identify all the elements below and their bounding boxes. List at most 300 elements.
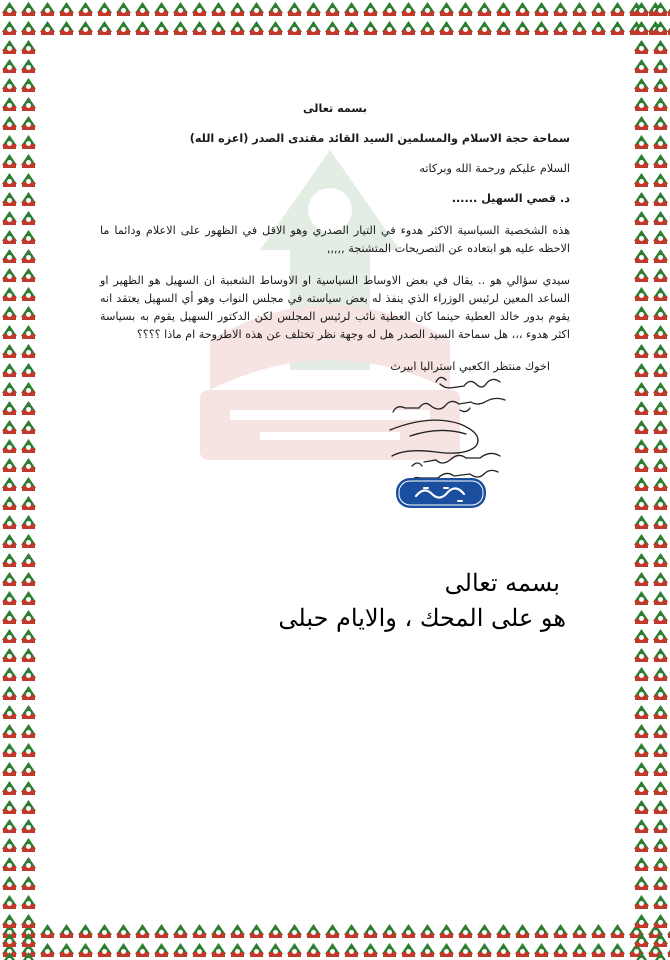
border-tile [21,154,36,168]
border-tile [21,781,36,795]
letter-basmala: بسمه تعالى [302,102,367,115]
border-tile [653,59,668,73]
border-tile [78,943,93,957]
border-tile [591,21,606,35]
border-tile [634,648,649,662]
border-tile [634,116,649,130]
border-tile [21,40,36,54]
border-tile [2,78,17,92]
border-tile [401,943,416,957]
border-tile [634,230,649,244]
border-tile [634,306,649,320]
border-tile [653,838,668,852]
border-tile [2,515,17,529]
border-tile [653,192,668,206]
border-tile [97,943,112,957]
border-tile [135,21,150,35]
border-tile [634,78,649,92]
border-tile [135,943,150,957]
border-tile [653,743,668,757]
border-tile [634,382,649,396]
border-tile [21,743,36,757]
border-tile [268,2,283,16]
decorative-border-bottom [0,922,670,960]
border-tile [653,21,668,35]
border-tile [634,838,649,852]
border-tile [653,496,668,510]
border-tile [2,325,17,339]
border-tile [634,629,649,643]
border-tile [2,135,17,149]
border-tile [21,344,36,358]
reply-line-2: هو على المحك ، والايام حبلى [278,604,566,632]
border-tile [97,924,112,938]
border-tile [2,59,17,73]
border-tile [634,363,649,377]
typed-letter [100,100,570,376]
border-tile [2,876,17,890]
border-tile [634,952,649,960]
border-tile [2,819,17,833]
border-tile [249,2,264,16]
border-tile [116,2,131,16]
border-tile [653,154,668,168]
border-tile [2,572,17,586]
letter-signoff: اخوك منتظر الكعبي استراليا ابيرث [390,360,550,373]
border-tile [2,762,17,776]
border-tile [515,924,530,938]
border-tile [477,21,492,35]
border-tile [653,382,668,396]
border-tile [2,952,17,960]
border-tile [634,268,649,282]
border-tile [634,325,649,339]
border-tile [634,553,649,567]
border-tile [634,572,649,586]
border-tile [344,2,359,16]
border-tile [653,477,668,491]
border-tile [477,2,492,16]
border-tile [21,952,36,960]
border-tile [515,943,530,957]
border-tile [230,943,245,957]
border-tile [21,306,36,320]
border-tile [634,857,649,871]
border-tile [2,857,17,871]
border-tile [21,933,36,947]
border-tile [534,21,549,35]
border-tile [268,21,283,35]
border-tile [634,401,649,415]
reply-line-1: بسمه تعالى [444,569,560,597]
border-tile [439,2,454,16]
border-tile [653,724,668,738]
border-tile [553,943,568,957]
border-tile [2,629,17,643]
border-tile [2,895,17,909]
border-tile [496,2,511,16]
border-tile [287,2,302,16]
border-tile [610,924,625,938]
border-tile [21,667,36,681]
border-tile [420,943,435,957]
border-tile [653,439,668,453]
border-tile [634,192,649,206]
border-tile [306,924,321,938]
border-tile [2,154,17,168]
border-tile [2,838,17,852]
border-tile [2,496,17,510]
border-tile [458,943,473,957]
border-tile [21,838,36,852]
border-tile [21,800,36,814]
border-tile [634,534,649,548]
border-tile [230,21,245,35]
border-tile [534,943,549,957]
border-tile [634,781,649,795]
border-tile [634,610,649,624]
border-tile [420,21,435,35]
border-tile [610,21,625,35]
border-tile [325,21,340,35]
border-tile [2,382,17,396]
border-tile [2,268,17,282]
border-tile [21,515,36,529]
border-tile [363,21,378,35]
decorative-border-right [632,0,670,960]
border-tile [553,924,568,938]
border-tile [653,591,668,605]
border-tile [496,924,511,938]
border-tile [634,914,649,928]
border-tile [230,2,245,16]
border-tile [534,924,549,938]
border-tile [325,2,340,16]
border-tile [653,648,668,662]
border-tile [634,154,649,168]
border-tile [21,401,36,415]
border-tile [97,2,112,16]
border-tile [363,2,378,16]
border-tile [21,857,36,871]
border-tile [211,21,226,35]
border-tile [534,2,549,16]
border-tile [653,268,668,282]
border-tile [21,230,36,244]
border-tile [21,534,36,548]
border-tile [2,2,17,16]
border-tile [363,943,378,957]
border-tile [634,705,649,719]
border-tile [135,924,150,938]
border-tile [230,924,245,938]
border-tile [325,943,340,957]
border-tile [653,762,668,776]
border-tile [344,924,359,938]
border-tile [653,781,668,795]
border-tile [653,78,668,92]
border-tile [173,2,188,16]
border-tile [287,924,302,938]
border-tile [572,924,587,938]
border-tile [653,401,668,415]
border-tile [439,924,454,938]
border-tile [653,572,668,586]
border-tile [287,943,302,957]
border-tile [458,2,473,16]
border-tile [116,924,131,938]
border-tile [21,325,36,339]
border-tile [21,496,36,510]
border-tile [634,97,649,111]
border-tile [653,135,668,149]
border-tile [2,230,17,244]
border-tile [634,667,649,681]
border-tile [2,420,17,434]
border-tile [211,924,226,938]
border-tile [2,287,17,301]
border-tile [591,2,606,16]
border-tile [653,249,668,263]
border-tile [634,420,649,434]
border-tile [653,914,668,928]
border-tile [135,2,150,16]
border-tile [21,211,36,225]
border-tile [2,553,17,567]
border-tile [653,895,668,909]
border-tile [610,2,625,16]
border-tile [591,924,606,938]
border-tile [653,952,668,960]
border-tile [59,2,74,16]
border-tile [653,2,668,16]
border-tile [249,924,264,938]
decorative-border-left [0,0,38,960]
border-tile [634,344,649,358]
border-tile [21,591,36,605]
border-tile [634,496,649,510]
border-tile [287,21,302,35]
border-tile [2,21,17,35]
border-tile [154,21,169,35]
border-tile [634,724,649,738]
border-tile [458,924,473,938]
border-tile [78,924,93,938]
border-tile [21,572,36,586]
border-tile [21,78,36,92]
border-tile [2,591,17,605]
border-tile [634,173,649,187]
border-tile [458,21,473,35]
border-tile [21,420,36,434]
border-tile [634,591,649,605]
border-tile [21,553,36,567]
border-tile [21,705,36,719]
border-tile [78,21,93,35]
letter-paragraph-2: سيدي سؤالي هو .. يقال في بعض الاوساط السياسية او الاوساط الشعبية ان السهيل هو الظهير او الساعد المعين لرئيس الوزراء الذي ينفذ له بعض سياسته في مجلس النواب وهو أي السهيل يعتقد انه يقوم بدور خالد العطية حينما كان العطية نائب لرئيس المجلس لكن الدكتور السهيل يقوم به بسياسة اكثر هدوء ،،، هل سماحة السيد الصدر هل له وجهة نظر تختلف عن هذه الاطروحة ام ماذا ؟؟؟؟ [100,274,570,341]
border-tile [211,943,226,957]
border-tile [154,2,169,16]
border-tile [634,59,649,73]
border-tile [496,21,511,35]
border-tile [634,895,649,909]
border-tile [653,40,668,54]
border-tile [653,876,668,890]
border-tile [21,458,36,472]
border-tile [634,762,649,776]
border-tile [653,287,668,301]
border-tile [382,2,397,16]
border-tile [439,21,454,35]
border-tile [653,933,668,947]
border-tile [21,819,36,833]
border-tile [116,21,131,35]
border-tile [78,2,93,16]
border-tile [2,192,17,206]
border-tile [420,2,435,16]
border-tile [2,914,17,928]
border-tile [363,924,378,938]
border-tile [653,363,668,377]
border-tile [401,924,416,938]
border-tile [515,21,530,35]
border-tile [59,924,74,938]
border-tile [2,667,17,681]
border-tile [2,648,17,662]
border-tile [21,439,36,453]
border-tile [249,943,264,957]
border-tile [21,363,36,377]
border-tile [653,705,668,719]
border-tile [21,268,36,282]
border-tile [496,943,511,957]
border-tile [2,401,17,415]
border-tile [21,724,36,738]
border-tile [173,21,188,35]
border-tile [2,344,17,358]
border-tile [477,924,492,938]
border-tile [306,2,321,16]
border-tile [192,2,207,16]
border-tile [653,173,668,187]
border-tile [2,458,17,472]
border-tile [192,943,207,957]
border-tile [59,943,74,957]
border-tile [2,40,17,54]
border-tile [192,924,207,938]
border-tile [572,21,587,35]
border-tile [211,2,226,16]
border-tile [634,800,649,814]
border-tile [653,97,668,111]
border-tile [553,21,568,35]
letter-paragraph-1: هذه الشخصية السياسية الاكثر هدوء في التيار الصدري وهو الاقل في الظهور على الاعلام ودائما ما الاحظه عليه هو ابتعاده عن التصريحات المتشنجة ,,,,, [100,224,570,255]
border-tile [653,800,668,814]
border-tile [653,515,668,529]
border-tile [59,21,74,35]
border-tile [21,876,36,890]
border-tile [401,2,416,16]
border-tile [634,211,649,225]
border-tile [2,743,17,757]
office-stamp [394,476,488,510]
border-tile [477,943,492,957]
border-tile [653,534,668,548]
border-tile [634,933,649,947]
border-tile [653,667,668,681]
border-tile [2,363,17,377]
border-tile [21,382,36,396]
border-tile [21,173,36,187]
border-tile [21,629,36,643]
border-tile [653,211,668,225]
border-tile [515,2,530,16]
border-tile [2,705,17,719]
letter-addressee: سماحة حجة الاسلام والمسلمين السيد القائد مقتدى الصدر (اعزه الله) [189,132,570,145]
border-tile [192,21,207,35]
border-tile [21,21,36,35]
reply-overlay [260,566,566,636]
border-tile [653,306,668,320]
border-tile [21,895,36,909]
border-tile [634,477,649,491]
border-tile [653,610,668,624]
border-tile [2,477,17,491]
border-tile [572,2,587,16]
border-tile [21,135,36,149]
border-tile [634,515,649,529]
border-tile [2,781,17,795]
border-tile [21,2,36,16]
letter-greeting: السلام عليكم ورحمة الله وبركاته [419,162,570,175]
border-tile [634,686,649,700]
border-tile [634,40,649,54]
border-tile [382,21,397,35]
border-tile [268,924,283,938]
border-tile [2,97,17,111]
border-tile [653,553,668,567]
border-tile [2,116,17,130]
border-tile [2,686,17,700]
border-tile [653,420,668,434]
border-tile [634,439,649,453]
border-tile [634,819,649,833]
border-tile [591,943,606,957]
border-tile [21,914,36,928]
border-tile [572,943,587,957]
border-tile [21,192,36,206]
border-tile [40,924,55,938]
border-tile [154,924,169,938]
border-tile [173,943,188,957]
border-tile [382,943,397,957]
border-tile [634,249,649,263]
border-tile [154,943,169,957]
border-tile [439,943,454,957]
border-tile [653,325,668,339]
border-tile [634,2,649,16]
border-tile [634,21,649,35]
border-tile [21,249,36,263]
border-tile [653,116,668,130]
border-tile [306,21,321,35]
border-tile [21,287,36,301]
border-tile [653,458,668,472]
border-tile [21,59,36,73]
border-tile [2,249,17,263]
decorative-border-top [0,0,670,38]
border-tile [21,477,36,491]
